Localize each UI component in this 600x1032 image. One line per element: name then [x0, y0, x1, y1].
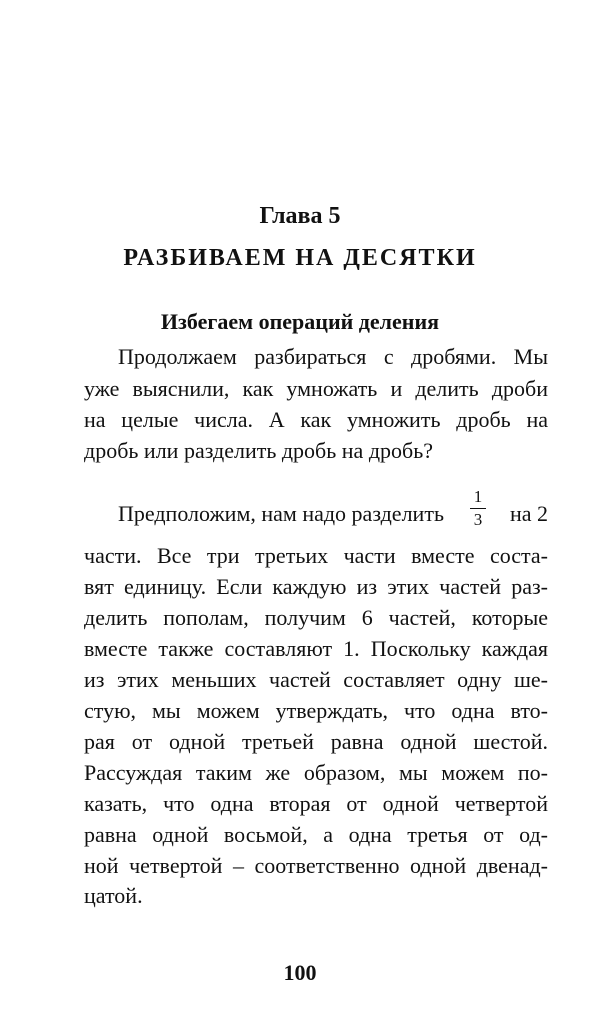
paragraph-line: Рассуждая таким же образом, мы можем по- — [84, 760, 548, 785]
paragraph-line: казать, что одна вторая от одной четвертой — [84, 791, 548, 816]
paragraph-line: рая от одной третьей равна одной шестой. — [84, 729, 548, 754]
fraction — [470, 488, 486, 529]
paragraph-line: ной четвертой – соответственно одной двенад- — [84, 853, 548, 878]
paragraph-text: Предположим, нам надо разделить — [118, 501, 444, 526]
paragraph-line: вместе также составляют 1. Поскольку каждая — [84, 636, 548, 661]
paragraph-line: Продолжаем разбираться с дробями. Мы — [118, 344, 548, 369]
paragraph-line: равна одной восьмой, а одна третья от од- — [84, 822, 548, 847]
paragraph-line: стую, мы можем утверждать, что одна вто- — [84, 698, 548, 723]
paragraph-line: вят единицу. Если каждую из этих частей раз- — [84, 574, 548, 599]
chapter-title: РАЗБИВАЕМ НА ДЕСЯТКИ — [123, 245, 477, 271]
section-title: Избегаем операций деления — [160, 309, 440, 334]
fraction-bar — [470, 508, 486, 509]
paragraph-line: уже выяснили, как умножать и делить дроби — [84, 376, 548, 401]
fraction-denominator: 3 — [473, 510, 483, 529]
paragraph-line: дробь или разделить дробь на дробь? — [84, 438, 434, 463]
paragraph-line: из этих меньших частей составляет одну ше- — [84, 667, 548, 692]
chapter-label: Глава 5 — [259, 203, 341, 229]
paragraph-line: на целые числа. А как умножить дробь на — [84, 407, 548, 432]
paragraph-text: на 2 — [509, 501, 548, 526]
paragraph-line: части. Все три третьих части вместе соста- — [84, 543, 548, 568]
fraction-numerator: 1 — [473, 487, 483, 506]
page-number: 100 — [283, 960, 317, 985]
paragraph-line: делить пополам, получим 6 частей, которые — [84, 605, 548, 630]
paragraph-line: цатой. — [84, 883, 143, 908]
